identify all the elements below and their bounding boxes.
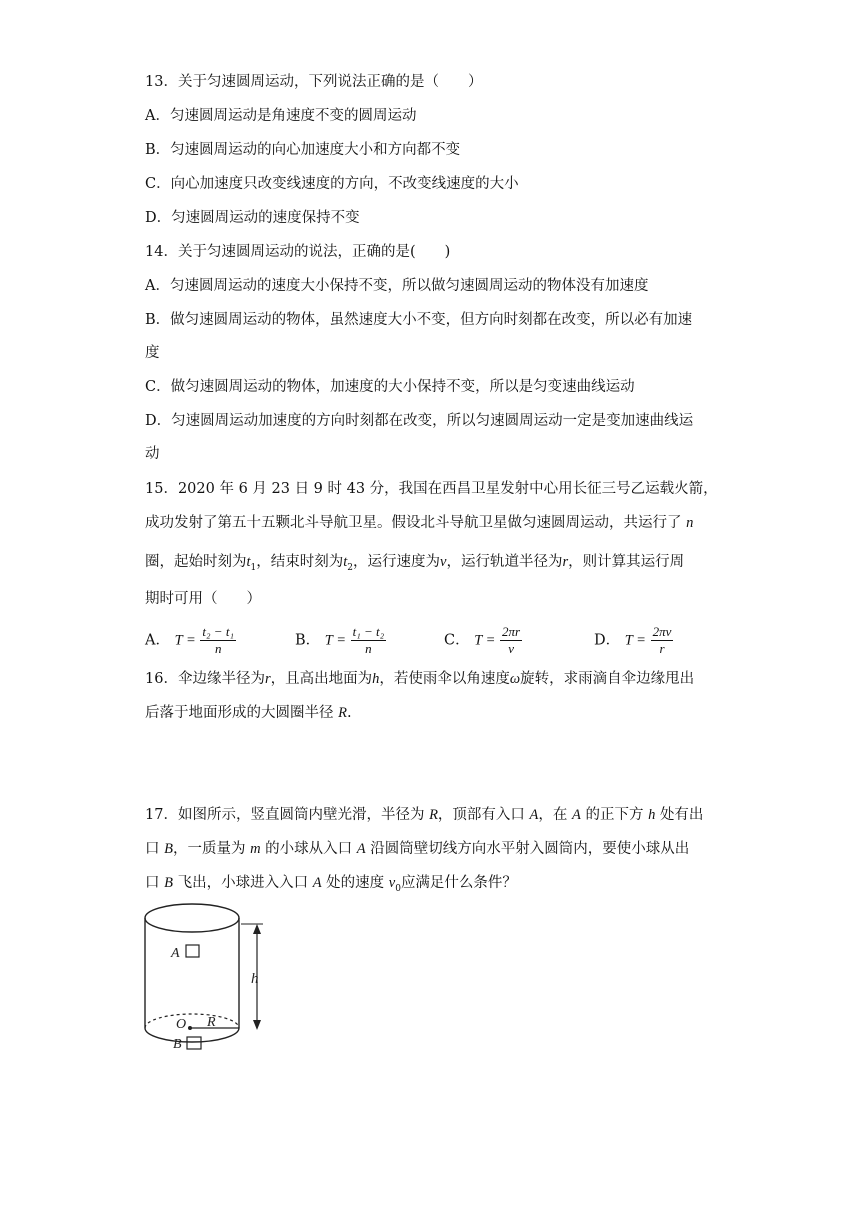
q17-line3: 口 B 飞出，小球进入入口 A 处的速度 $v_0$应满足什么条件？ xyxy=(145,875,517,894)
q16-line2: 后落于地面形成的大圆圈半径 R. xyxy=(145,705,352,721)
label-r: R xyxy=(207,1015,216,1030)
q13-stem: 13．关于匀速圆周运动，下列说法正确的是（ ） xyxy=(145,74,483,90)
q15-line2: 成功发射了第五十五颗北斗导航卫星。假设北斗导航卫星做匀速圆周运动，共运行了 n xyxy=(145,515,694,531)
label-a: A xyxy=(171,946,180,961)
q14-option-c: C．做匀速圆周运动的物体，加速度的大小保持不变，所以是匀变速曲线运动 xyxy=(145,379,635,395)
label-b: B xyxy=(173,1037,182,1052)
q15-option-b: B． T = $\frac{\text{t₁ − t₂}}{n}$ xyxy=(295,624,385,656)
q15-option-a: A． T = $\frac{\text{t₂ − t₁}}{n}$ xyxy=(145,624,234,656)
q14-option-b-line2: 度 xyxy=(145,345,160,361)
q15-line3: 圈，起始时刻为$t_1$，结束时刻为$t_2$，运行速度为v，运行轨道半径为r，则计算其运行周 xyxy=(145,554,685,573)
q13-option-a: A．匀速圆周运动是角速度不变的圆周运动 xyxy=(145,108,417,124)
entry-a-box xyxy=(186,945,199,957)
q16-line1: 16．伞边缘半径为r，且高出地面为h，若使雨伞以角速度ω旋转，求雨滴自伞边缘甩出 xyxy=(145,671,695,687)
q14-option-d-line1: D．匀速圆周运动加速度的方向时刻都在改变，所以匀速圆周运动一定是变加速曲线运 xyxy=(145,413,694,429)
cylinder-bottom-back-dashed xyxy=(145,1014,239,1028)
q15-option-d: D． T = $\frac{2\pi v}{r}$ xyxy=(594,624,672,656)
q14-option-b-line1: B．做匀速圆周运动的物体，虽然速度大小不变，但方向时刻都在改变，所以必有加速 xyxy=(145,312,693,328)
q13-option-b: B．匀速圆周运动的向心加速度大小和方向都不变 xyxy=(145,142,461,158)
exit-b-box xyxy=(187,1037,201,1049)
q15-line4: 期时可用（ ） xyxy=(145,591,261,607)
q15-line1: 15．2020 年 6 月 23 日 9 时 43 分，我国在西昌卫星发射中心用长征三号乙运载火箭， xyxy=(145,481,718,497)
label-o: O xyxy=(176,1017,187,1032)
q14-stem: 14．关于匀速圆周运动的说法，正确的是( ) xyxy=(145,244,451,260)
q13-option-d: D．匀速圆周运动的速度保持不变 xyxy=(145,210,360,226)
cylinder-bottom-front xyxy=(145,1028,239,1042)
cylinder-top-ellipse xyxy=(145,904,239,932)
height-arrow-bottom xyxy=(253,1020,261,1030)
q15-option-c: C． T = $\frac{2\pi r}{v}$ xyxy=(444,624,521,656)
q14-option-a: A．匀速圆周运动的速度大小保持不变，所以做匀速圆周运动的物体没有加速度 xyxy=(145,278,649,294)
cylinder-diagram xyxy=(135,898,280,1058)
q17-line1: 17．如图所示，竖直圆筒内壁光滑，半径为 R，顶部有入口 A，在 A 的正下方 h 处有出 xyxy=(145,807,704,823)
label-h: h xyxy=(251,971,259,987)
q17-line2: 口 B，一质量为 m 的小球从入口 A 沿圆筒壁切线方向水平射入圆筒内，要使小球从出 xyxy=(145,841,690,857)
center-point-o xyxy=(188,1026,192,1030)
height-arrow-top xyxy=(253,924,261,934)
q13-option-c: C．向心加速度只改变线速度的方向，不改变线速度的大小 xyxy=(145,176,519,192)
q14-option-d-line2: 动 xyxy=(145,446,160,462)
